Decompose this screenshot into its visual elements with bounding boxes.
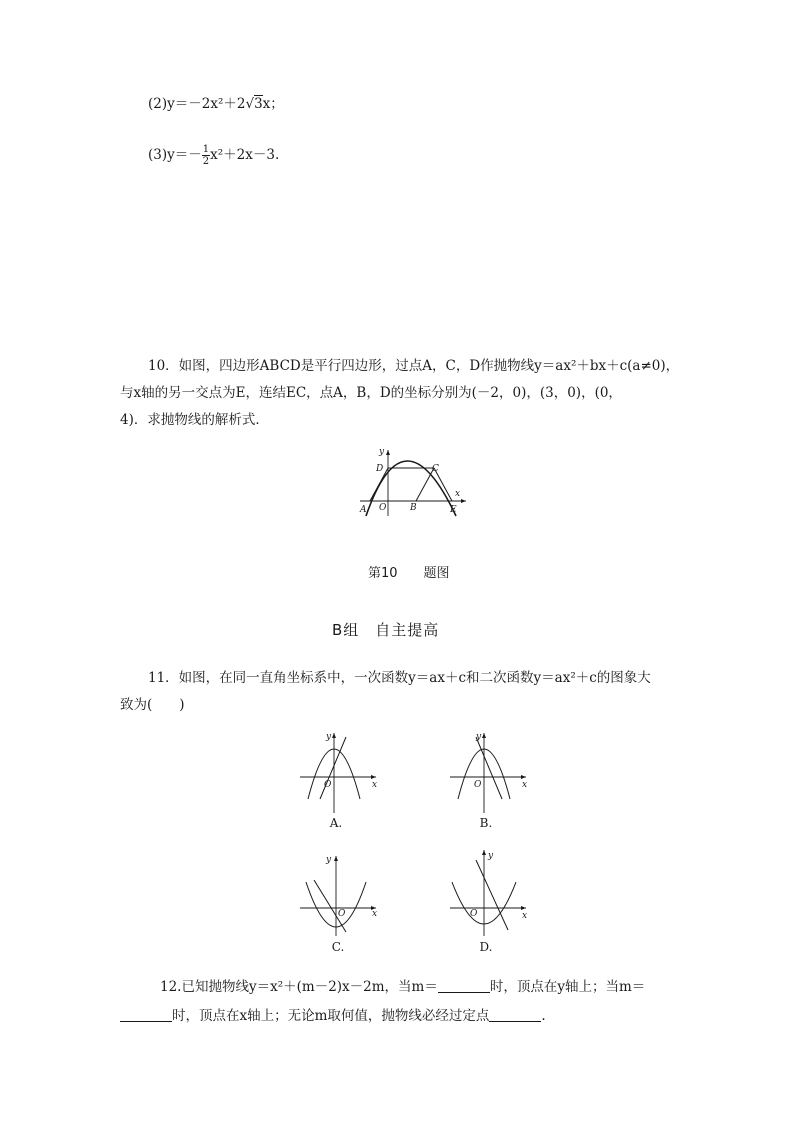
option-a-label[interactable]: A. [329,816,343,830]
label-o: O [324,780,332,790]
equation-2-suffix: x； [262,96,284,112]
question-10-figure [352,446,472,518]
label-o: O [379,503,387,513]
figure-10-caption: 第10 题图 [368,566,450,581]
label-b: B [410,503,417,513]
x-axis-arrow [371,775,376,779]
question-12-line-1 [160,977,645,997]
label-x: x [372,780,378,790]
question-12-part-4: . [541,1008,546,1024]
label-y: y [326,855,332,865]
equation-2-prefix: y＝－2x²＋2 [167,96,246,112]
equation-2-label: (2) [148,96,168,112]
label-y: y [488,851,494,861]
y-axis-arrow [334,856,338,861]
answer-blank-1[interactable] [438,978,490,993]
answer-blank-2[interactable] [120,1007,172,1022]
label-a: A [360,505,367,515]
answer-blank-3[interactable] [489,1007,541,1022]
sqrt-sign: √ [245,96,255,112]
label-e: E [450,505,457,515]
question-10-line-2: 与x轴的另一交点为E，连结EC，点A，B，D的坐标分别为(－2，0)，(3，0)，(0， [120,385,622,401]
label-x: x [522,780,528,790]
option-c-label[interactable]: C. [331,940,345,954]
question-12-part-1: 12.已知抛物线y＝x²＋(m－2)x－2m，当m＝ [160,979,438,995]
label-y: y [476,732,482,742]
label-y: y [326,732,332,742]
equation-3-prefix: y＝－ [167,147,202,163]
question-11-line-1: 11．如图，在同一直角坐标系中，一次函数y＝ax＋c和二次函数y＝ax²＋c的图象大 [148,670,651,686]
fraction-numerator: 1 [202,144,210,155]
y-axis-arrow [482,733,486,738]
fraction-denominator: 2 [202,156,210,167]
option-d-graph [446,846,532,938]
y-axis-arrow [482,850,486,855]
question-12-part-3: 时，顶点在x轴上；无论m取何值，抛物线必经过定点 [172,1008,490,1024]
equation-2-radicand: 3 [254,96,263,112]
option-c-graph [296,852,382,938]
line [314,880,346,932]
equation-3 [148,142,279,168]
question-12-part-2: 时，顶点在y轴上；当m＝ [489,979,646,995]
question-10-line-3: 4)．求抛物线的解析式． [120,412,269,428]
option-d-label[interactable]: D. [479,940,493,954]
label-d: D [376,464,384,474]
label-o: O [338,909,346,919]
label-y: y [379,447,385,457]
equation-2 [148,94,284,114]
question-12-line-2 [120,1006,546,1026]
option-a-graph [296,729,382,815]
question-10-line-1: 10．如图，四边形ABCD是平行四边形，过点A，C，D作抛物线y＝ax²＋bx＋c(a≠0)， [148,358,680,374]
label-x: x [372,909,378,919]
label-x: x [522,911,528,921]
fraction-one-half [202,144,210,167]
label-x: x [455,489,461,499]
label-o: O [470,909,478,919]
equation-3-label: (3) [148,147,168,163]
label-c: C [432,464,439,474]
x-axis-arrow [461,499,466,503]
option-b-graph [446,729,532,815]
y-axis-arrow [386,450,390,455]
equation-3-suffix: x²＋2x－3. [210,147,280,163]
label-o: O [474,780,482,790]
y-axis-arrow [332,733,336,738]
line [476,860,508,930]
option-b-label[interactable]: B. [479,816,493,830]
x-axis-arrow [521,775,526,779]
question-11-line-2: 致为( ) [120,697,185,713]
section-b-heading: B组 自主提高 [332,621,440,639]
x-axis-arrow [521,906,526,910]
